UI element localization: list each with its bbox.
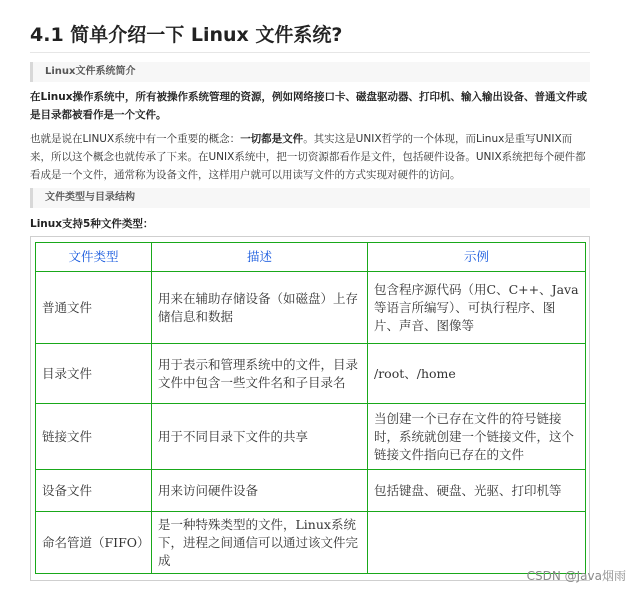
cell-type: 设备文件	[36, 470, 152, 512]
cell-example: 包含程序源代码（用C、C++、Java等语言所编写）、可执行程序、图片、声音、图像等	[368, 272, 586, 344]
cell-description: 用来在辅助存储设备（如磁盘）上存储信息和数据	[152, 272, 368, 344]
table-row	[36, 470, 586, 512]
table-row	[36, 272, 586, 344]
paragraph-resources: 在Linux操作系统中，所有被操作系统管理的资源，例如网络接口卡、磁盘驱动器、打印机、输入输出设备、普通文件或是目录都被看作是一个文件。	[30, 91, 588, 121]
cell-example: /root、/home	[368, 344, 586, 404]
cell-description: 用于表示和管理系统中的文件，目录文件中包含一些文件名和子目录名	[152, 344, 368, 404]
page-title: 4.1 简单介绍一下 Linux 文件系统?	[30, 24, 343, 46]
table-header-row	[36, 243, 586, 272]
para-emphasis: 一切都是文件	[240, 133, 304, 145]
types-intro: Linux支持5种文件类型：	[30, 218, 154, 230]
table-row	[36, 512, 586, 574]
cell-type: 目录文件	[36, 344, 152, 404]
cell-example: 当创建一个已存在文件的符号链接时，系统就创建一个链接文件，这个链接文件指向已存在的文件	[368, 404, 586, 470]
header-type: 文件类型	[36, 243, 152, 272]
table-row	[36, 404, 586, 470]
header-description: 描述	[152, 243, 368, 272]
section-heading-intro: Linux文件系统简介	[30, 62, 590, 82]
para-text-2: 。其实这是UNIX哲学的一个体现，而Linux是重写UNIX而来，所以这个概念也就传承了下来。在UNIX系统中，把一切资源都看作是文件，包括硬件设备。UNIX系统把每个硬件都看成是一个文件，通常称为设备文件，这样用户就可以用读写文件的方式实现对硬件的访问。	[30, 133, 586, 181]
cell-description: 用于不同目录下文件的共享	[152, 404, 368, 470]
cell-type: 链接文件	[36, 404, 152, 470]
title-divider	[30, 52, 590, 53]
cell-type: 命名管道（FIFO）	[36, 512, 152, 574]
cell-description: 用来访问硬件设备	[152, 470, 368, 512]
header-example: 示例	[368, 243, 586, 272]
para-text-1: 也就是说在LINUX系统中有一个重要的概念：	[30, 133, 241, 145]
file-types-table	[35, 242, 586, 574]
cell-example	[368, 512, 586, 574]
cell-description: 是一种特殊类型的文件，Linux系统下，进程之间通信可以通过该文件完成	[152, 512, 368, 574]
table-row	[36, 344, 586, 404]
paragraph-everything-is-file	[30, 130, 590, 184]
csdn-watermark: CSDN @Java烟雨	[526, 569, 626, 583]
cell-type: 普通文件	[36, 272, 152, 344]
section-heading-types: 文件类型与目录结构	[30, 188, 590, 208]
cell-example: 包括键盘、硬盘、光驱、打印机等	[368, 470, 586, 512]
